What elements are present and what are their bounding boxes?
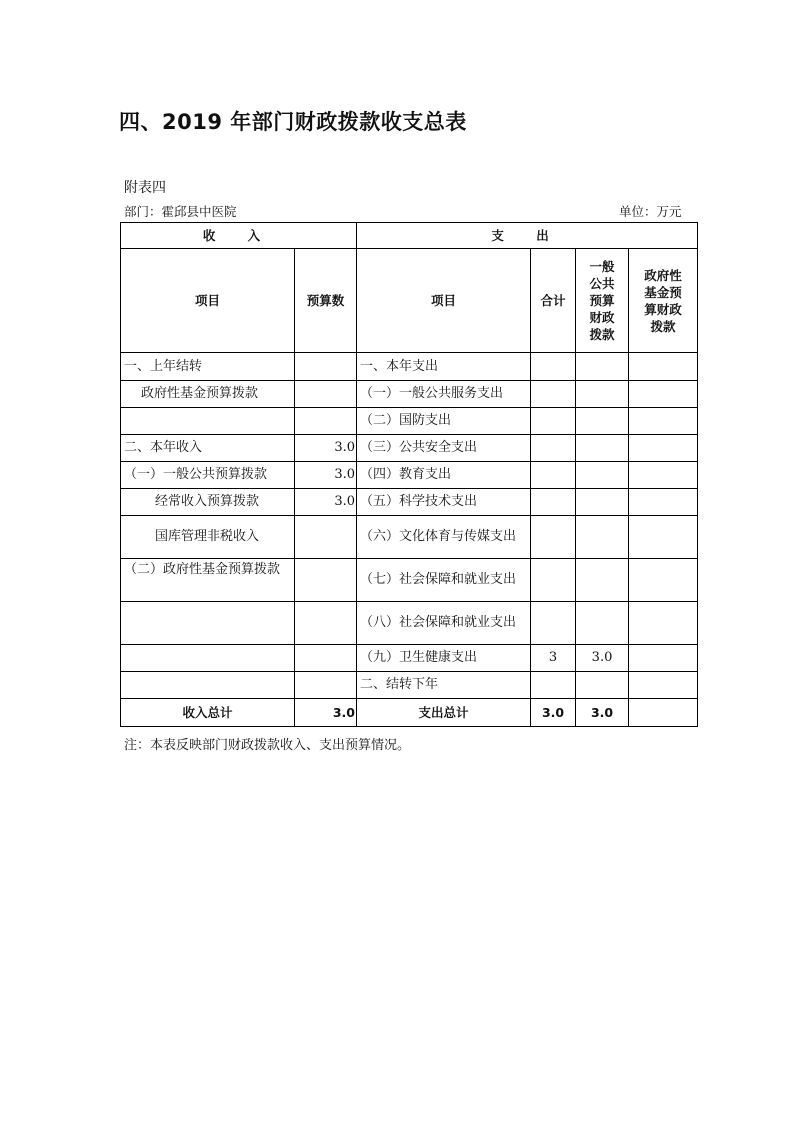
income-item	[121, 645, 295, 672]
table-row	[121, 516, 698, 559]
budget-table	[120, 222, 698, 727]
expense-item: （六）文化体育与传媒支出	[357, 516, 531, 559]
income-budget	[295, 672, 357, 699]
expense-item: 二、结转下年	[357, 672, 531, 699]
expense-total	[531, 353, 576, 381]
income-budget	[295, 559, 357, 602]
expense-general	[576, 408, 629, 435]
expense-total	[531, 602, 576, 645]
expense-item: （三）公共安全支出	[357, 435, 531, 462]
expense-general	[576, 353, 629, 381]
expense-general	[576, 435, 629, 462]
table-row	[121, 353, 698, 381]
income-budget	[295, 645, 357, 672]
income-item	[121, 602, 295, 645]
expense-fund	[629, 381, 698, 408]
income-header: 收 入	[121, 223, 357, 249]
expense-item: （八）社会保障和就业支出	[357, 602, 531, 645]
expense-general	[576, 559, 629, 602]
col-expense-item: 项目	[357, 249, 531, 353]
col-total: 合计	[531, 249, 576, 353]
footnote: 注：本表反映部门财政拨款收入、支出预算情况。	[124, 738, 411, 753]
expense-general	[576, 516, 629, 559]
table-row	[121, 672, 698, 699]
income-budget	[295, 516, 357, 559]
expense-total	[531, 435, 576, 462]
table-row	[121, 435, 698, 462]
income-budget: 3.0	[295, 489, 357, 516]
income-budget	[295, 381, 357, 408]
expense-header: 支 出	[357, 223, 698, 249]
department-label: 部门：霍邱县中医院	[124, 204, 237, 219]
table-row	[121, 602, 698, 645]
expense-fund	[629, 408, 698, 435]
expense-fund	[629, 435, 698, 462]
income-total-label: 收入总计	[121, 699, 295, 727]
col-gov-fund	[629, 249, 698, 353]
income-item: 政府性基金预算拨款	[121, 381, 295, 408]
expense-item: （四）教育支出	[357, 462, 531, 489]
income-item	[121, 408, 295, 435]
expense-item: （二）国防支出	[357, 408, 531, 435]
expense-total	[531, 462, 576, 489]
expense-total: 3	[531, 645, 576, 672]
header-row-columns	[121, 249, 698, 353]
income-budget: 3.0	[295, 462, 357, 489]
income-budget	[295, 602, 357, 645]
col-gov-fund-label: 政府性基金预算财政拨款	[644, 267, 682, 334]
expense-general	[576, 462, 629, 489]
expense-fund	[629, 516, 698, 559]
expense-item: （九）卫生健康支出	[357, 645, 531, 672]
income-item: 一、上年结转	[121, 353, 295, 381]
expense-total	[531, 559, 576, 602]
expense-fund	[629, 559, 698, 602]
expense-general	[576, 602, 629, 645]
totals-row	[121, 699, 698, 727]
appendix-label: 附表四	[124, 180, 166, 196]
expense-total	[531, 408, 576, 435]
expense-total	[531, 516, 576, 559]
expense-total-label: 支出总计	[357, 699, 531, 727]
expense-fund	[629, 462, 698, 489]
expense-total	[531, 489, 576, 516]
expense-fund	[629, 602, 698, 645]
table-row	[121, 559, 698, 602]
expense-total	[531, 381, 576, 408]
expense-general: 3.0	[576, 645, 629, 672]
expense-item: （五）科学技术支出	[357, 489, 531, 516]
table-row	[121, 462, 698, 489]
expense-general-total: 3.0	[576, 699, 629, 727]
income-item: （二）政府性基金预算拨款	[121, 559, 295, 602]
expense-total-value: 3.0	[531, 699, 576, 727]
expense-general	[576, 672, 629, 699]
expense-item: （七）社会保障和就业支出	[357, 559, 531, 602]
table-row	[121, 408, 698, 435]
col-general-budget	[576, 249, 629, 353]
table-row	[121, 381, 698, 408]
income-budget	[295, 353, 357, 381]
col-income-item: 项目	[121, 249, 295, 353]
expense-fund	[629, 645, 698, 672]
table-row	[121, 489, 698, 516]
income-total-value: 3.0	[295, 699, 357, 727]
expense-total	[531, 672, 576, 699]
income-item	[121, 672, 295, 699]
expense-fund	[629, 672, 698, 699]
expense-fund-total	[629, 699, 698, 727]
income-budget: 3.0	[295, 435, 357, 462]
expense-fund	[629, 489, 698, 516]
header-row-groups	[121, 223, 698, 249]
income-budget	[295, 408, 357, 435]
unit-label: 单位：万元	[619, 204, 682, 219]
expense-general	[576, 381, 629, 408]
expense-general	[576, 489, 629, 516]
col-general-budget-label: 一般公共预算财政拨款	[589, 259, 615, 342]
expense-fund	[629, 353, 698, 381]
income-item: 国库管理非税收入	[121, 516, 295, 559]
income-item: 二、本年收入	[121, 435, 295, 462]
expense-item: （一）一般公共服务支出	[357, 381, 531, 408]
table-row	[121, 645, 698, 672]
income-item: 经常收入预算拨款	[121, 489, 295, 516]
page-title: 四、2019 年部门财政拨款收支总表	[119, 110, 467, 134]
col-budget: 预算数	[295, 249, 357, 353]
expense-item: 一、本年支出	[357, 353, 531, 381]
income-item: （一）一般公共预算拨款	[121, 462, 295, 489]
